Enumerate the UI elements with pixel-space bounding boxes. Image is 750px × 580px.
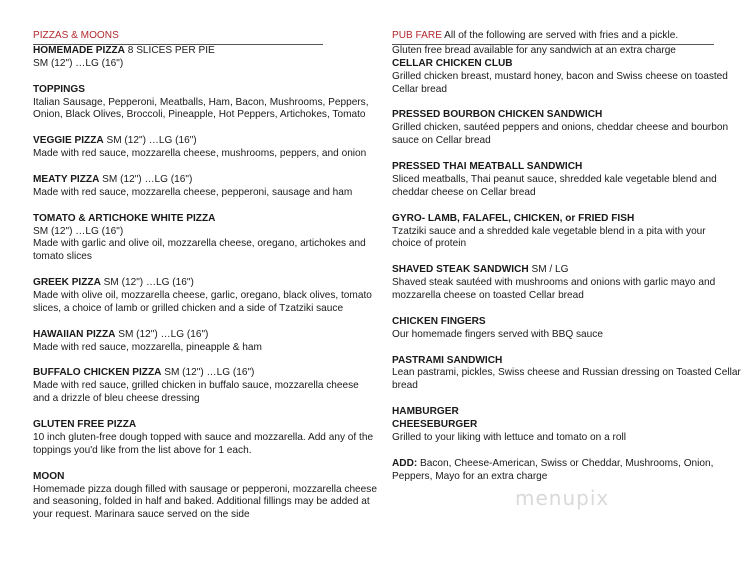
veggie-pizza-desc: Made with red sauce, mozzarella cheese, mushrooms, peppers, and onion (33, 148, 367, 160)
bourbon-chicken-title: PRESSED BOURBON CHICKEN SANDWICH (392, 109, 603, 121)
hamburger-title: HAMBURGER (392, 406, 459, 418)
greek-pizza-desc-1: Made with olive oil, mozzarella cheese, garlic, oregano, black olives, tomato (33, 290, 372, 302)
bourbon-chicken-desc-2: sauce on Cellar bread (392, 135, 491, 147)
toppings-line-2: Onion, Black Olives, Broccoli, Pineapple, Hot Peppers, Artichokes, Tomato (33, 109, 366, 121)
pastrami-desc-2: bread (392, 380, 418, 392)
pub-fare-section-title: PUB FARE (392, 30, 442, 41)
homemade-pizza-title: HOMEMADE PIZZA (33, 44, 125, 56)
veggie-pizza-item (33, 135, 367, 161)
moon-title: MOON (33, 470, 65, 482)
greek-pizza-sizes: SM (12") …LG (16") (100, 277, 194, 289)
thai-meatball-desc-1: Sliced meatballs, Thai peanut sauce, shredded kale vegetable blend and (392, 173, 717, 185)
tomato-artichoke-title: TOMATO & ARTICHOKE WHITE PIZZA (33, 212, 216, 224)
pizzas-section-title: PIZZAS & MOONS (33, 30, 323, 45)
cellar-chicken-club-item (392, 57, 728, 97)
homemade-pizza-sizes: SM (12") …LG (16") (33, 57, 124, 69)
thai-meatball-title: PRESSED THAI MEATBALL SANDWICH (392, 161, 583, 173)
hawaiian-pizza-item (33, 329, 363, 355)
bourbon-chicken-desc-1: Grilled chicken, sautéed peppers and onions, cheddar cheese and bourbon (392, 122, 729, 134)
shaved-steak-title: SHAVED STEAK SANDWICH (392, 264, 529, 276)
meaty-pizza-sizes: SM (12") …LG (16") (99, 173, 193, 185)
pastrami-desc-1: Lean pastrami, pickles, Swiss cheese and Russian dressing on Toasted Cellar (392, 367, 741, 379)
pastrami-item (392, 354, 741, 394)
hawaiian-pizza-title: HAWAIIAN PIZZA (33, 328, 116, 340)
veggie-pizza-sizes: SM (12") …LG (16") (103, 135, 197, 147)
gluten-free-pizza-item (33, 419, 374, 458)
moon-desc-2: and seasoning, folded in half and baked. Additional fillings may be added at (33, 496, 370, 508)
buffalo-pizza-desc-1: Made with red sauce, grilled chicken in buffalo sauce, mozzarella cheese (33, 380, 359, 392)
tomato-artichoke-desc-1: Made with garlic and olive oil, mozzarella cheese, oregano, artichokes and (33, 238, 366, 250)
hawaiian-pizza-sizes: SM (12") …LG (16") (115, 328, 209, 340)
tomato-artichoke-desc-2: tomato slices (33, 251, 92, 263)
thai-meatball-desc-2: cheddar cheese on Cellar bread (392, 186, 536, 198)
chicken-fingers-desc: Our homemade fingers served with BBQ sauce (392, 328, 603, 340)
shaved-steak-sizes: SM / LG (528, 264, 569, 276)
gyro-desc-2: choice of protein (392, 238, 467, 250)
burger-desc: Grilled to your liking with lettuce and tomato on a roll (392, 431, 626, 443)
moon-desc-3: your request. Marinara sauce served on the side (33, 509, 250, 521)
greek-pizza-title: GREEK PIZZA (33, 277, 101, 289)
buffalo-pizza-desc-2: and a drizzle of bleu cheese dressing (33, 393, 200, 405)
pub-fare-section-note: All of the following are served with fries and a pickle. (441, 30, 679, 41)
gluten-free-title: GLUTEN FREE PIZZA (33, 419, 137, 431)
meaty-pizza-title: MEATY PIZZA (33, 173, 100, 185)
tomato-artichoke-sizes: SM (12") …LG (16") (33, 225, 124, 237)
gyro-item (392, 213, 722, 252)
homemade-pizza-note: 8 SLICES PER PIE (124, 44, 215, 56)
shaved-steak-desc-2: mozzarella cheese on toasted Cellar bread (392, 290, 584, 302)
gluten-free-desc-2: toppings you'd like from the list above for 1 each. (33, 444, 252, 456)
meaty-pizza-desc: Made with red sauce, mozzarella cheese, pepperoni, sausage and ham (33, 186, 353, 198)
add-ons-desc-2: Peppers, Mayo for an extra charge (392, 470, 548, 482)
gluten-free-bread-note: Gluten free bread available for any sandwich at an extra charge (392, 44, 676, 56)
bourbon-chicken-item (392, 109, 729, 148)
buffalo-pizza-title: BUFFALO CHICKEN PIZZA (33, 367, 162, 379)
gyro-desc-1: Tzatziki sauce and a shredded kale vegetable blend in a pita with your (392, 225, 706, 237)
thai-meatball-item (392, 161, 722, 200)
add-ons-item (392, 458, 722, 484)
hawaiian-pizza-desc: Made with red sauce, mozzarella, pineapple & ham (33, 341, 262, 353)
moon-desc-1: Homemade pizza dough filled with sausage or pepperoni, mozzarella cheese (33, 483, 377, 495)
moon-item (33, 470, 377, 523)
veggie-pizza-title: VEGGIE PIZZA (33, 135, 104, 147)
pizzas-column (33, 30, 377, 522)
toppings-item (33, 83, 369, 123)
cellar-club-title: CELLAR CHICKEN CLUB (392, 57, 513, 69)
homemade-pizza-item (33, 45, 363, 71)
add-ons-desc-1: Bacon, Cheese-American, Swiss or Cheddar, Mushrooms, Onion, (417, 457, 714, 469)
chicken-fingers-title: CHICKEN FINGERS (392, 315, 486, 327)
toppings-line-1: Italian Sausage, Pepperoni, Meatballs, Ham, Bacon, Mushrooms, Peppers, (33, 96, 369, 108)
cellar-club-desc-1: Grilled chicken breast, mustard honey, bacon and Swiss cheese on toasted (392, 70, 728, 82)
tomato-artichoke-pizza-item (33, 212, 366, 265)
pub-fare-header (392, 30, 714, 45)
shaved-steak-desc-1: Shaved steak sautéed with mushrooms and onions with garlic mayo and (392, 277, 716, 289)
add-ons-title: ADD: (392, 457, 418, 469)
burger-item (392, 406, 722, 445)
pastrami-title: PASTRAMI SANDWICH (392, 354, 503, 366)
cellar-club-desc-2: Cellar bread (392, 83, 447, 95)
buffalo-pizza-sizes: SM (12") …LG (16") (161, 367, 255, 379)
buffalo-chicken-pizza-item (33, 367, 363, 406)
chicken-fingers-item (392, 316, 722, 342)
pub-fare-column (392, 30, 741, 484)
gluten-free-desc-1: 10 inch gluten-free dough topped with sauce and mozzarella. Add any of the (33, 431, 374, 443)
menupix-watermark: menupix (515, 486, 610, 510)
gyro-title: GYRO- LAMB, FALAFEL, CHICKEN, or FRIED FISH (392, 212, 635, 224)
cheeseburger-title: CHEESEBURGER (392, 419, 478, 431)
greek-pizza-item (33, 277, 372, 316)
meaty-pizza-item (33, 174, 363, 200)
toppings-title: TOPPINGS (33, 83, 85, 95)
greek-pizza-desc-2: slices, a choice of lamb or grilled chicken and a side of Tzatziki sauce (33, 302, 344, 314)
shaved-steak-item (392, 264, 722, 303)
